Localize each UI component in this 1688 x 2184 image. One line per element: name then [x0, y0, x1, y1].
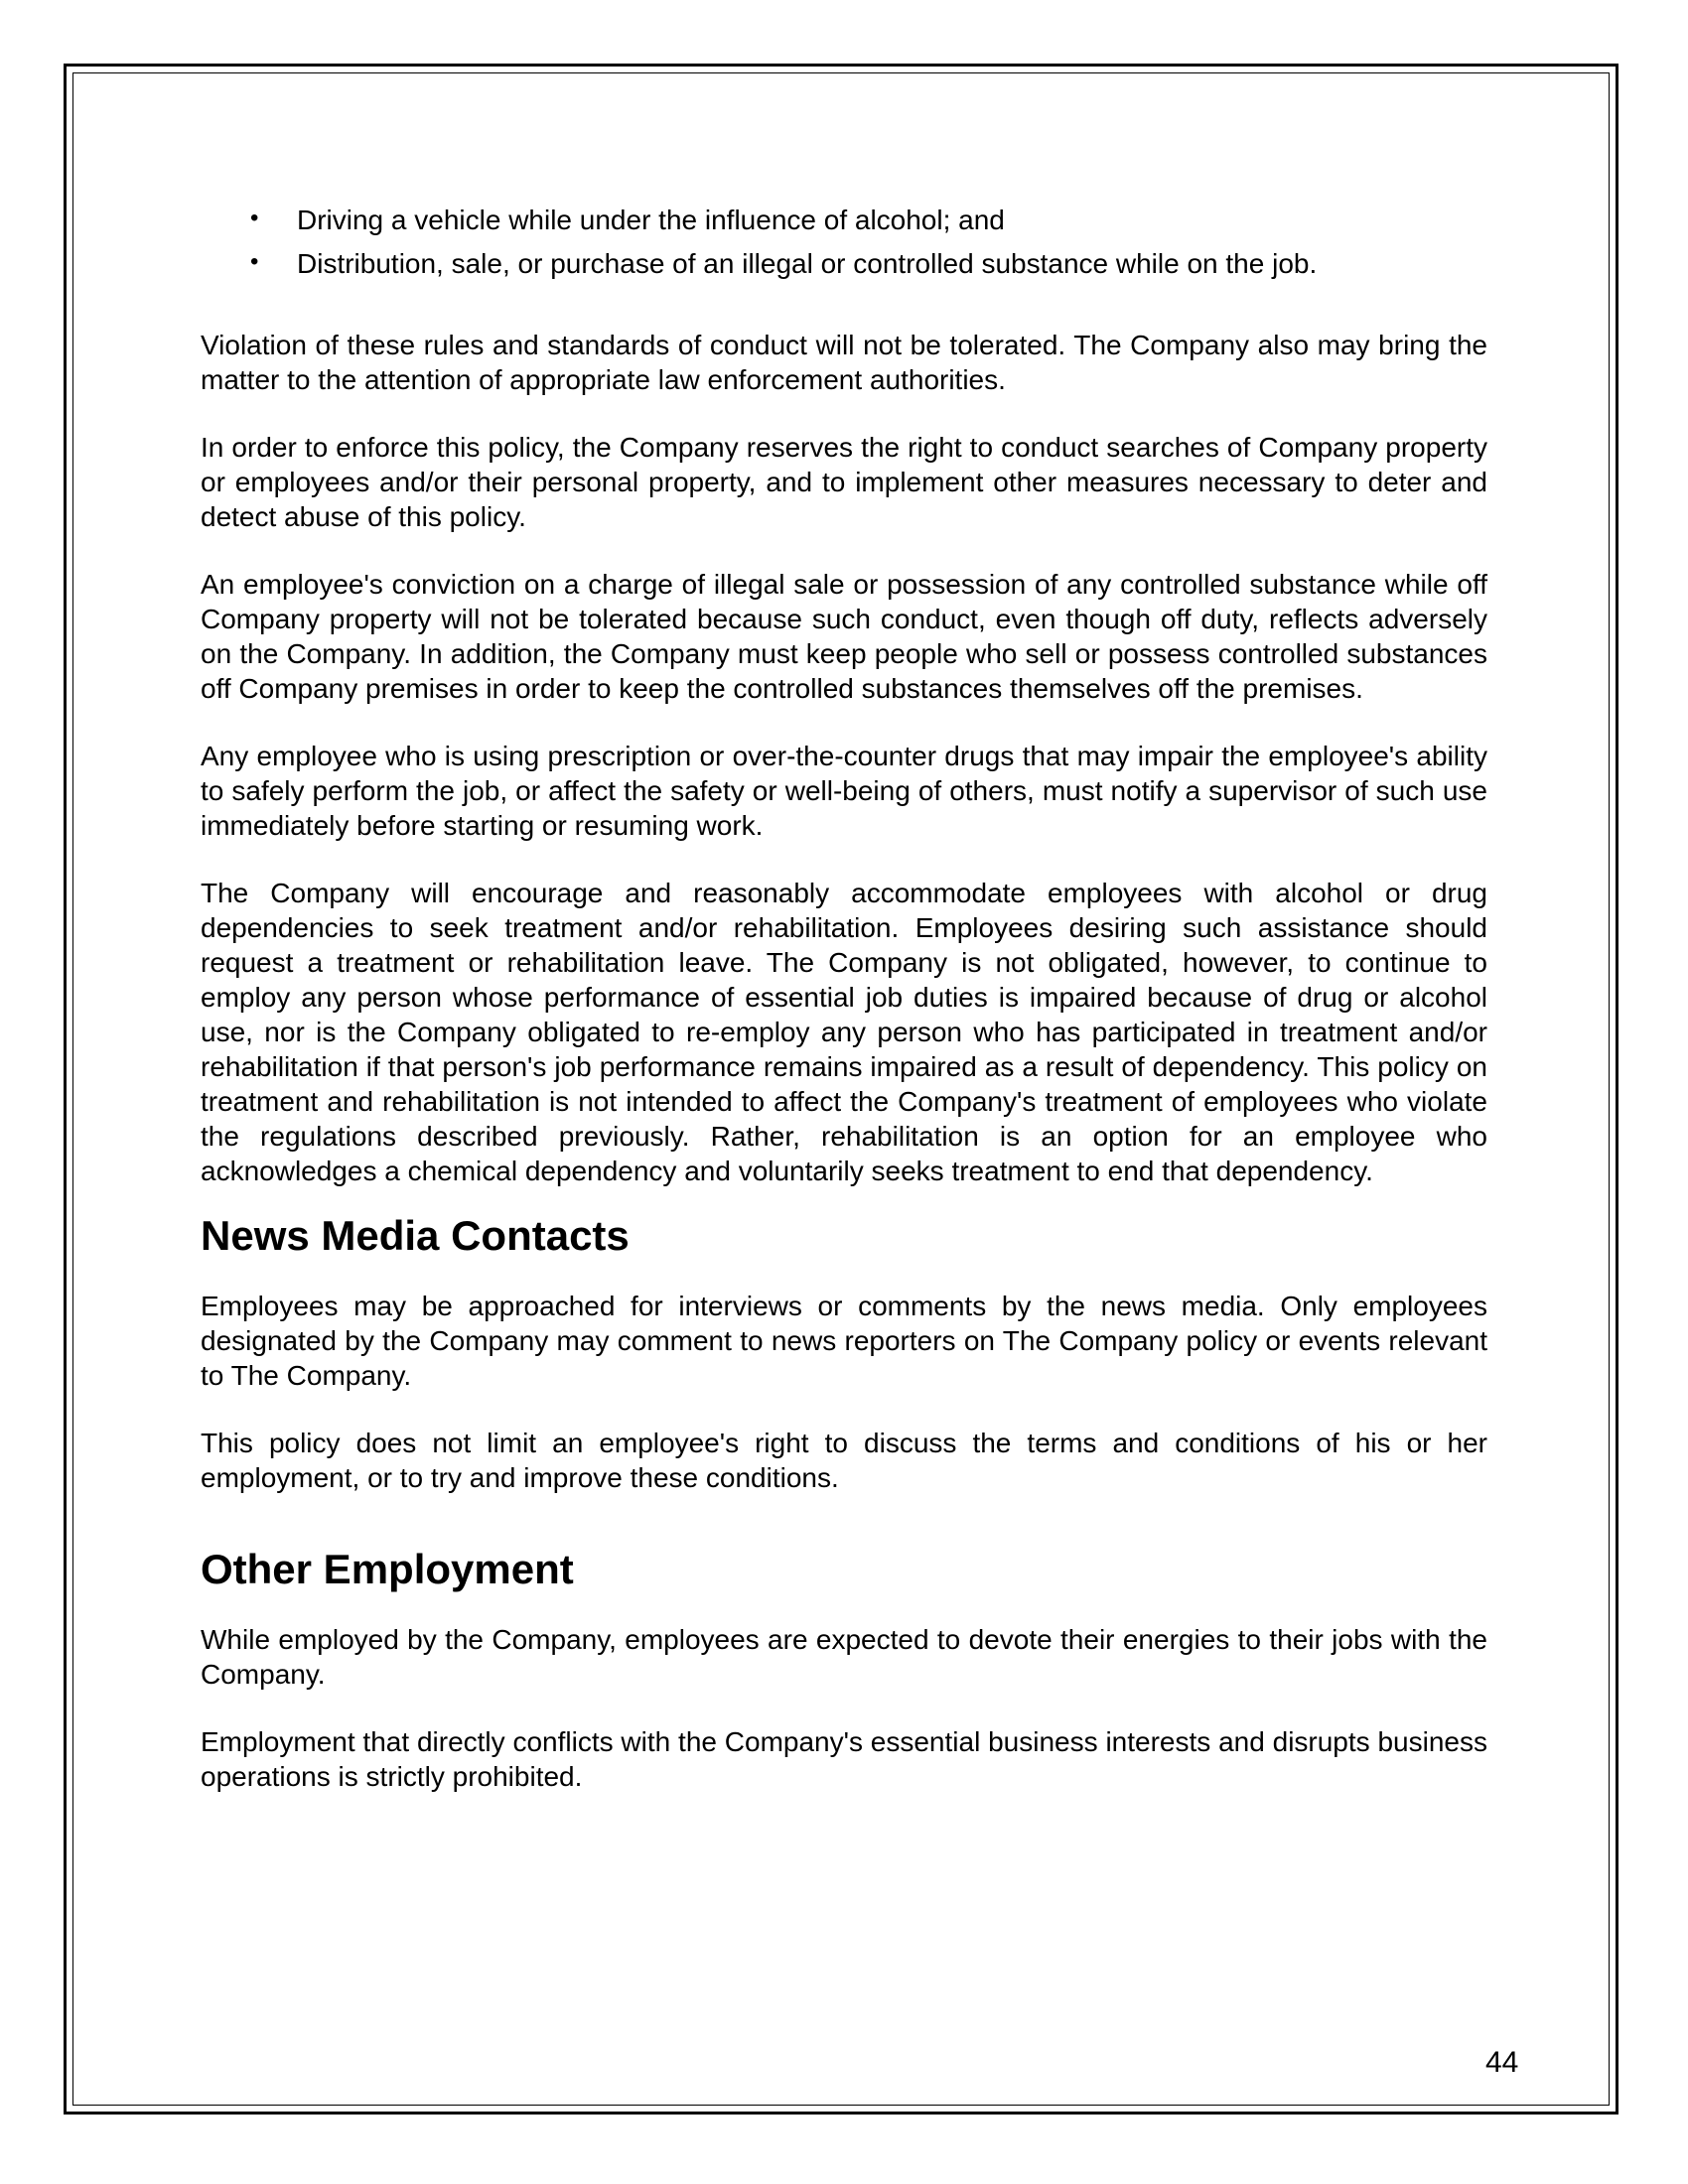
bullet-text: Driving a vehicle while under the influence of alcohol; and [297, 205, 1005, 235]
page-number: 44 [1485, 2046, 1519, 2079]
bullet-icon: • [250, 205, 259, 231]
paragraph-prescription: Any employee who is using prescription or over-the-counter drugs that may impair the employee's ability to safely perform the job, or affect the safety or well-being of others, must notify a supervisor of such use immediately before starting or resuming work. [201, 741, 1487, 841]
paragraph-rehabilitation: The Company will encourage and reasonably accommodate employees with alcohol or drug dependencies to seek treatment and/or rehabilitation. Employees desiring such assistance should request a treatment or rehabilitation leave. The Company is not obligated, however, to continue to employ any person whose performance of essential job duties is impaired because of drug or alcohol use, nor is the Company obligated to re-employ any person who has participated in treatment and/or rehabilitation if that person's job performance remains impaired as a result of dependency. This policy on treatment and rehabilitation is not intended to affect the Company's treatment of employees who violate the regulations described previously. Rather, rehabilitation is an option for an employee who acknowledges a chemical dependency and voluntarily seeks treatment to end that dependency. [201, 878, 1487, 1186]
bullet-item [201, 199, 1487, 242]
paragraph-other-employment-1: While employed by the Company, employees are expected to devote their energies to their jobs with the Company. [201, 1624, 1487, 1690]
paragraph-searches: In order to enforce this policy, the Company reserves the right to conduct searches of Company property or employees and/or their personal property, and to implement other measures necessary to deter and detect abuse of this policy. [201, 432, 1487, 532]
heading-other-employment: Other Employment [201, 1546, 574, 1592]
bullet-item [201, 242, 1487, 286]
bullet-list [201, 199, 1487, 286]
paragraph-conviction: An employee's conviction on a charge of illegal sale or possession of any controlled substance while off Company property will not be tolerated because such conduct, even though off duty, reflects adversely on the Company. In addition, the Company must keep people who sell or possess controlled substances off Company premises in order to keep the controlled substances themselves off the premises. [201, 569, 1487, 704]
paragraph-news-media-1: Employees may be approached for interviews or comments by the news media. Only employees designated by the Company may comment to news reporters on The Company policy or events relevant to The Company. [201, 1291, 1487, 1391]
paragraph-other-employment-2: Employment that directly conflicts with the Company's essential business interests and disrupts business operations is strictly prohibited. [201, 1726, 1487, 1792]
paragraph-news-media-2: This policy does not limit an employee's right to discuss the terms and conditions of his or her employment, or to try and improve these conditions. [201, 1428, 1487, 1493]
page-content [201, 199, 1487, 1794]
bullet-text: Distribution, sale, or purchase of an illegal or controlled substance while on the job. [297, 248, 1318, 279]
bullet-icon: • [250, 248, 259, 275]
heading-news-media: News Media Contacts [201, 1212, 630, 1259]
paragraph-violation: Violation of these rules and standards of conduct will not be tolerated. The Company also may bring the matter to the attention of appropriate law enforcement authorities. [201, 330, 1487, 395]
